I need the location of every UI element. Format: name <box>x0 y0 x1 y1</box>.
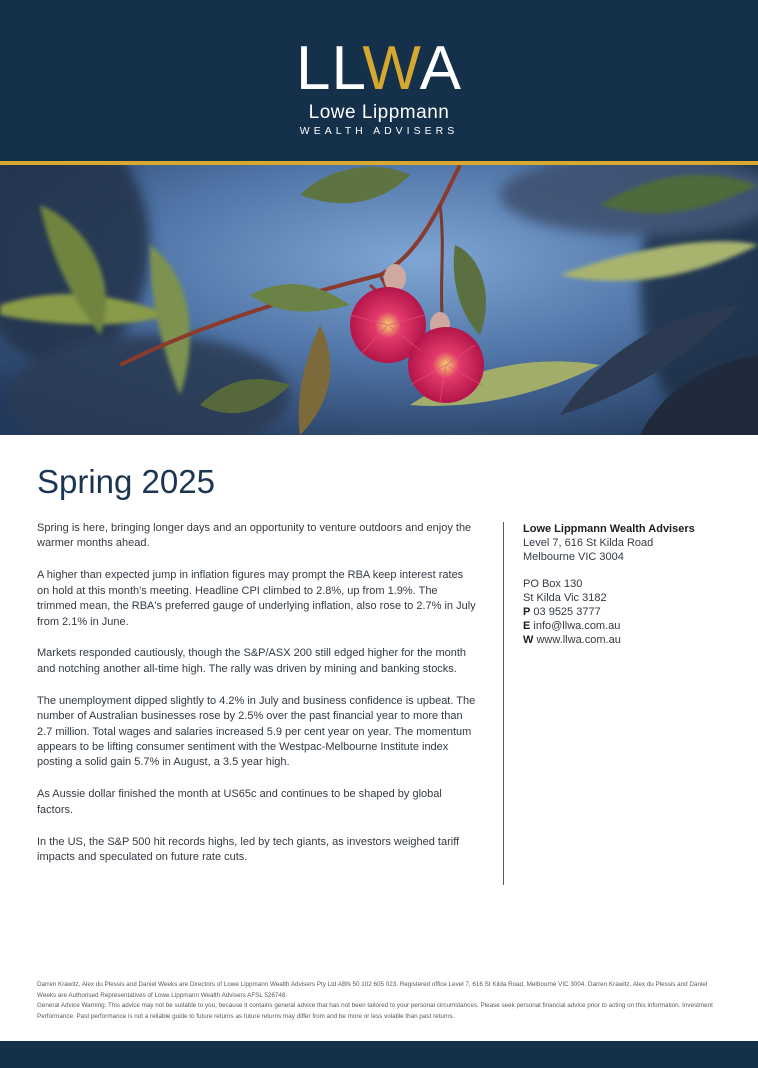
brand-subtitle: WEALTH ADVISERS <box>299 125 459 137</box>
po-suburb: St Kilda Vic 3182 <box>523 592 607 604</box>
paragraph-5: As Aussie dollar finished the month at US65c and continues to be shaped by global factors. <box>37 788 442 816</box>
contact-block <box>523 522 743 647</box>
paragraph-4: The unemployment dipped slightly to 4.2% in July and business confidence is upbeat. The number of Australian businesses rose by 2.5% over the past financial year to more than 2.7 million. Total wages and salaries increased 5.9 per cent year on year. The momentum appears to be lifting consumer sentiment with the Westpac-Melbourne Institute index posting a solid gain 5.7% in August, a 3.5 year high. <box>37 694 476 769</box>
column-divider <box>503 522 504 885</box>
paragraph-3: Markets responded cautiously, though the S&P/ASX 200 still edged higher for the month and notching another all-time high. The rally was driven by mining and banking stocks. <box>37 647 467 675</box>
po-box: PO Box 130 <box>523 578 583 590</box>
web-label: W <box>523 634 534 646</box>
disclaimer-directors: Darren Krawitz, Alex du Plessis and Daniel Weeks are Directors of Lowe Lippmann Wealth Advisers Pty Ltd ABN 50 102 605 023. Registered office Level 7, 616 St Kilda Road, Melbourne VIC 3004. Darren Krawitz, Alex du Plessis and Daniel Weeks are Authorised Representatives of Lowe Lippmann Wealth Advisers AFSL 526748. <box>37 981 708 999</box>
logo-mark: LLWA <box>296 34 462 103</box>
footer-bar <box>0 1041 758 1068</box>
website-link[interactable]: www.llwa.com.au <box>536 634 621 646</box>
address-line-2: Melbourne VIC 3004 <box>523 551 624 563</box>
disclaimer <box>37 980 727 1022</box>
hero-image <box>0 165 758 435</box>
email-link[interactable]: info@llwa.com.au <box>533 620 621 632</box>
phone-row <box>523 605 743 619</box>
paragraph-6: In the US, the S&P 500 hit records highs, led by tech giants, as investors weighed tariff impacts and speculated on future rate cuts. <box>37 835 460 863</box>
disclaimer-warning: General Advice Warning: This advice may not be suitable to you, because it contains general advice that has not been tailored to your personal circumstances. Please seek personal financial advice prior to acting on this information. Investment Performance: Past performance is not a reliable guide to future returns as future returns may differ from and be more or less volatile than past returns. <box>37 1002 713 1020</box>
address-line-1: Level 7, 616 St Kilda Road <box>523 537 654 549</box>
page-title: Spring 2025 <box>37 463 215 500</box>
paragraph-2: A higher than expected jump in inflation figures may prompt the RBA keep interest rates on hold at this month's meeting. Headline CPI climbed to 2.8%, up from 1.9%. The trimmed mean, the RBA's preferred gauge of underlying inflation, also rose to 2.7% in July from 2.1% in June. <box>37 569 476 628</box>
brand-name: Lowe Lippmann <box>308 102 450 123</box>
eucalyptus-photo <box>0 165 758 435</box>
phone-number[interactable]: 03 9525 3777 <box>533 606 601 618</box>
paragraph-1: Spring is here, bringing longer days and an opportunity to venture outdoors and enjoy the warmer months ahead. <box>37 522 472 550</box>
header-banner <box>0 0 758 161</box>
firm-name: Lowe Lippmann Wealth Advisers <box>523 523 695 535</box>
email-row <box>523 619 743 633</box>
article-body <box>37 521 477 882</box>
web-row <box>523 633 743 647</box>
email-label: E <box>523 620 531 632</box>
phone-label: P <box>523 606 531 618</box>
brand-logo <box>0 34 758 137</box>
